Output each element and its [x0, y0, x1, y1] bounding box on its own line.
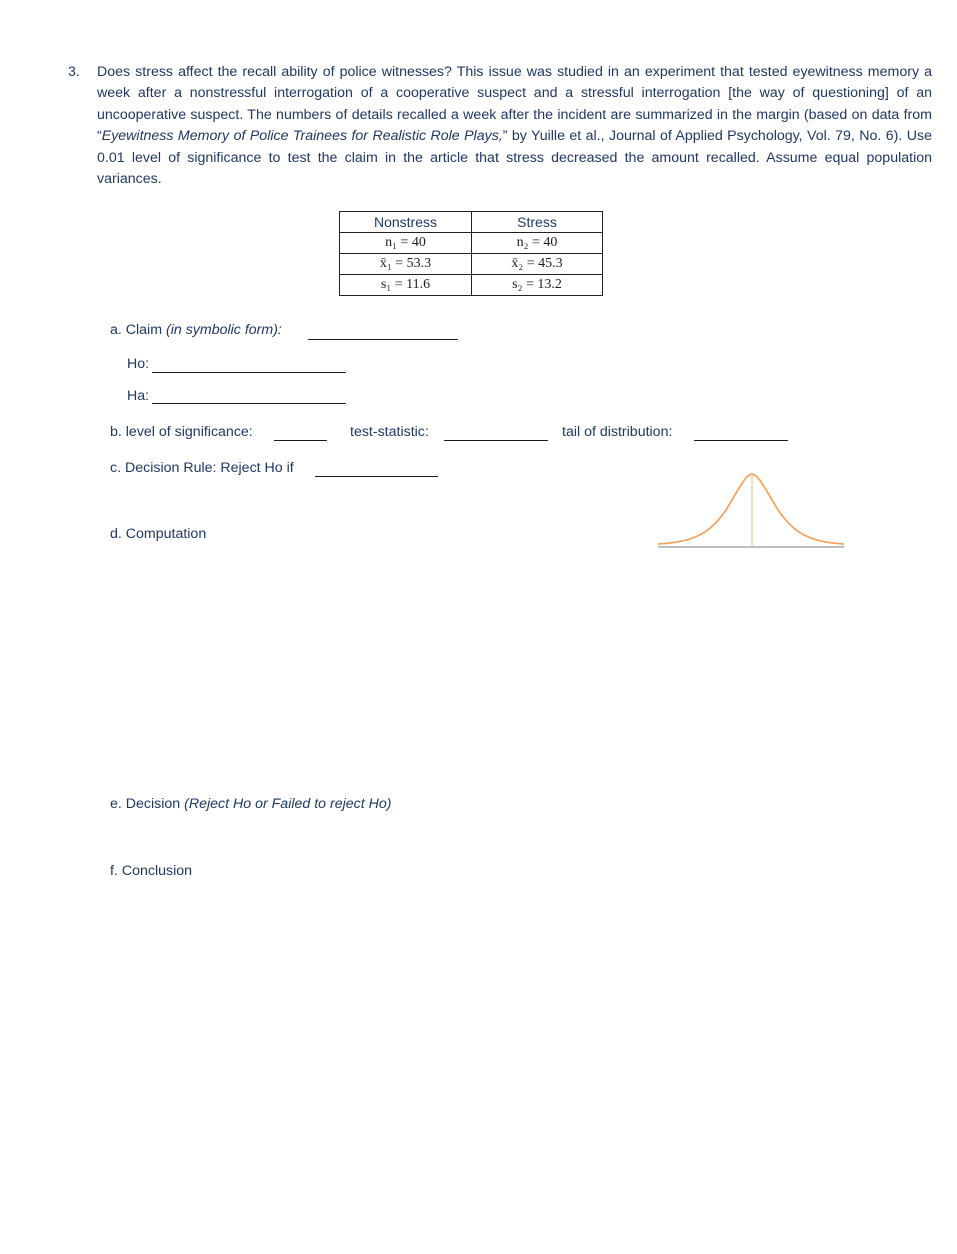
decision-rule-answer-line[interactable] — [315, 476, 438, 477]
table-cell: s₁ = 11.6 — [340, 275, 472, 296]
test-statistic-answer-line[interactable] — [444, 440, 548, 441]
normal-curve-diagram — [656, 470, 846, 552]
computation-label: d. Computation — [110, 526, 207, 542]
test-statistic-label: test-statistic: — [350, 424, 429, 440]
decision-label-italic: (Reject Ho or Failed to reject Ho) — [184, 796, 392, 812]
problem-text-before: Does stress affect the recall ability of police witnesses? This issue was studied in an experiment that tested eyewitness memory a week after a nonstressful interrogation of a cooperative suspect and a stressful interrogation [the way of questioning] of an uncooperative suspect. The numbers of details recalled a week after the incident are summarized in the margin (based on data from “ — [97, 64, 932, 145]
bell-curve — [658, 474, 844, 544]
ho-answer-line[interactable] — [152, 372, 346, 373]
problem-statement — [68, 62, 932, 190]
ha-answer-line[interactable] — [152, 403, 346, 404]
conclusion-label: f. Conclusion — [110, 863, 193, 879]
problem-text-after: ” by Yuille et al., Journal of Applied Psychology, Vol. 79, No. 6). Use 0.01 level of significance to test the claim in the article that stress decreased the amount recalled. Assume equal population variances. — [97, 128, 932, 188]
significance-label: b. level of significance: — [110, 424, 253, 440]
tail-label: tail of distribution: — [562, 424, 673, 440]
decision-label — [110, 796, 392, 812]
table-cell: n₁ = 40 — [340, 233, 472, 254]
table-row — [340, 233, 603, 254]
claim-label-text: a. Claim — [110, 322, 166, 338]
tail-answer-line[interactable] — [694, 440, 788, 441]
table-row — [340, 254, 603, 275]
table-header-stress: Stress — [472, 212, 603, 233]
claim-label — [110, 322, 282, 338]
ho-label: Ho: — [127, 356, 150, 372]
table-cell: n₂ = 40 — [472, 233, 603, 254]
decision-rule-label: c. Decision Rule: Reject Ho if — [110, 460, 294, 476]
decision-label-text: e. Decision — [110, 796, 185, 812]
table-header-nonstress: Nonstress — [340, 212, 472, 233]
summary-table — [339, 211, 603, 296]
table-header-row — [340, 212, 603, 233]
ha-label: Ha: — [127, 388, 150, 404]
problem-source-title: Eyewitness Memory of Police Trainees for Realistic Role Plays, — [101, 128, 503, 145]
table-cell: x̄₁ = 53.3 — [340, 254, 472, 275]
significance-answer-line[interactable] — [274, 440, 327, 441]
claim-answer-line[interactable] — [308, 339, 458, 340]
table-cell: x̄₂ = 45.3 — [472, 254, 603, 275]
claim-label-italic: (in symbolic form): — [165, 322, 282, 338]
problem-number: 3. — [68, 64, 80, 80]
table-row — [340, 275, 603, 296]
table-cell: s₂ = 13.2 — [472, 275, 603, 296]
problem-text — [97, 62, 932, 190]
